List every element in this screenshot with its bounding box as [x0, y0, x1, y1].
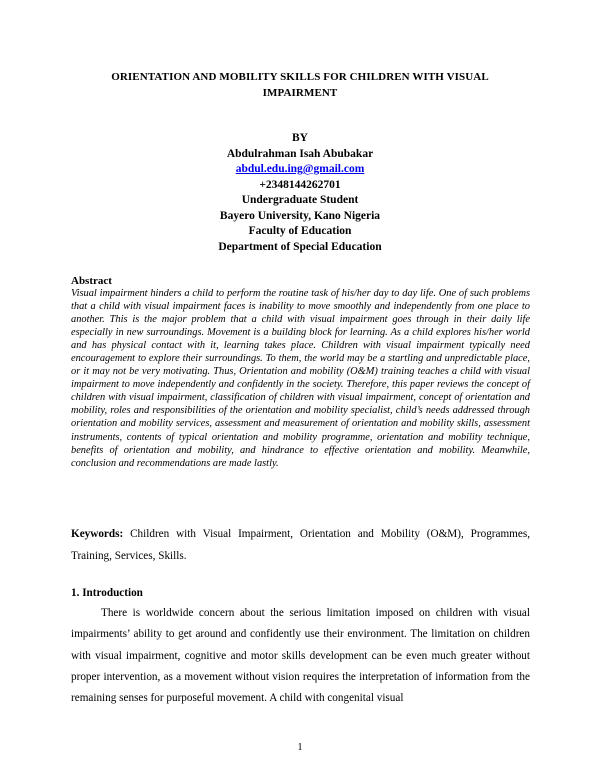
page-number: 1	[297, 742, 303, 753]
paper-title: ORIENTATION AND MOBILITY SKILLS FOR CHILDREN WITH VISUAL IMPAIRMENT	[111, 71, 489, 99]
keywords-label: Keywords:	[71, 528, 124, 540]
author-faculty: Faculty of Education	[248, 225, 352, 237]
author-department: Department of Special Education	[218, 240, 382, 253]
keywords-text: Children with Visual Impairment, Orientation and Mobility (O&M), Programmes, Training, Services, Skills.	[71, 528, 530, 562]
by-label: BY	[292, 132, 308, 144]
introduction-heading: 1. Introduction	[71, 587, 143, 599]
author-phone: +2348144262701	[259, 178, 341, 191]
keywords-paragraph	[71, 524, 530, 567]
introduction-text: There is worldwide concern about the serious limitation imposed on children with visual impairments’ ability to get around and confidently use their environment. The limitation on children with visual impairment, cognitive and motor skills development can be even much greater without proper intervention, as a movement without vision requires the interpretation of information from the remaining senses for purposeful movement. A child with congenital visual	[71, 607, 530, 705]
abstract-heading: Abstract	[71, 275, 112, 287]
author-email-link[interactable]: abdul.edu.ing@gmail.com	[235, 163, 365, 175]
author-block	[100, 131, 500, 255]
author-name: Abdulrahman Isah Abubakar	[226, 147, 374, 160]
author-university: Bayero University, Kano Nigeria	[219, 209, 381, 222]
abstract-text: Visual impairment hinders a child to perform the routine task of his/her day to day life. One of such problems that a child with visual impairment faces is inability to move smoothly and independently from one place to another. This is the major problem that a child with visual impairment goes through in their daily life especially in new surroundings. Movement is a building block for learning. As a child explores his/her world and has physical contact with it, learning takes place. Children with visual impairment typically need encouragement to explore their surroundings. To them, the world may be a startling and unpredictable place, or it may not be very motivating. Thus, Orientation and mobility (O&M) training teaches a child with visual impairment to move independently and confidently in the society. Therefore, this paper reviews the concept of children with visual impairment, classification of children with visual impairment, concept of orientation and mobility, roles and responsibilities of the orientation and mobility specialist, child’s needs addressed through orientation and mobility services, assessment and measurement of orientation and mobility skills, assessment instruments, contents of typical orientation and mobility programme, orientation and mobility technique, benefits of orientation and mobility, and hindrance to effective orientation and mobility. Meanwhile, conclusion and recommendations are made lastly.	[71, 288, 530, 469]
author-position: Undergraduate Student	[241, 194, 359, 206]
